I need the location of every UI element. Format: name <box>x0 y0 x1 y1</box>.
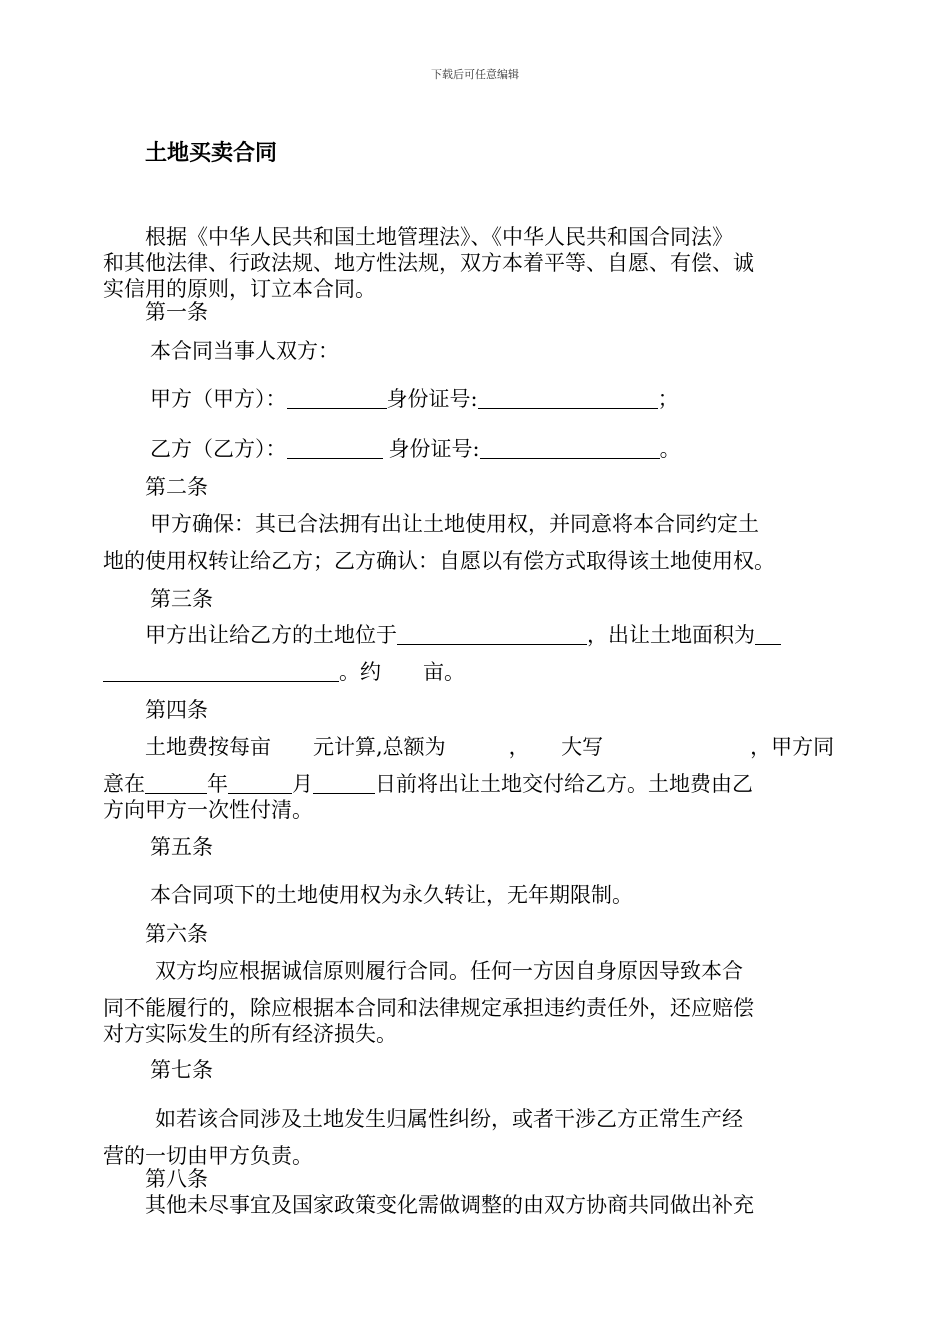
party-b-label: 乙方（乙方）： <box>150 437 287 461</box>
party-b-end: 。 <box>659 437 681 461</box>
article-5-heading: 第五条 <box>150 835 213 859</box>
page-header: 下载后可任意编辑 <box>431 68 519 81</box>
article-4-line-2 <box>103 771 753 797</box>
article-7-line-1: 如若该合同涉及土地发生归属性纠纷，或者干涉乙方正常生产经 <box>155 1107 743 1131</box>
article-1-heading: 第一条 <box>145 300 208 324</box>
article-4-heading: 第四条 <box>145 698 208 722</box>
party-b-id-field[interactable] <box>480 438 660 459</box>
preamble-line-2: 和其他法律、行政法规、地方性法规，双方本着平等、自愿、有偿、诚 <box>103 251 754 275</box>
article-7-line-2: 营的一切由甲方负责。 <box>103 1144 313 1168</box>
preamble-line-1: 根据《中华人民共和国土地管理法》、《中华人民共和国合同法》 <box>145 225 733 249</box>
month-label: 月 <box>292 772 313 796</box>
article-6-heading: 第六条 <box>145 922 208 946</box>
party-b-line <box>150 436 681 462</box>
article-3-heading: 第三条 <box>150 587 213 611</box>
article-8-line: 其他未尽事宜及国家政策变化需做调整的由双方协商共同做出补充 <box>145 1193 754 1217</box>
article-2-line-2: 地的使用权转让给乙方；乙方确认：自愿以有偿方式取得该土地使用权。 <box>103 549 775 573</box>
preamble-line-3: 实信用的原则，订立本合同。 <box>103 277 376 301</box>
delivery-year-field[interactable] <box>145 773 207 794</box>
party-b-name-field[interactable] <box>287 438 383 459</box>
land-location-label: 甲方出让给乙方的土地位于 <box>145 623 397 647</box>
land-area-field-start[interactable] <box>755 624 781 645</box>
party-a-id-field[interactable] <box>478 388 658 409</box>
party-a-id-label: 身份证号: <box>386 387 478 411</box>
delivery-date-suffix: 日前将出让土地交付给乙方。土地费由乙 <box>375 772 753 796</box>
article-6-line-1: 双方均应根据诚信原则履行合同。任何一方因自身原因导致本合 <box>155 959 743 983</box>
delivery-day-field[interactable] <box>313 773 375 794</box>
article-8-heading: 第八条 <box>145 1167 208 1191</box>
land-location-field[interactable] <box>397 624 587 645</box>
party-b-id-label: 身份证号: <box>388 437 480 461</box>
article-7-heading: 第七条 <box>150 1058 213 1082</box>
land-area-field[interactable] <box>103 661 339 682</box>
delivery-month-field[interactable] <box>228 773 292 794</box>
article-5-line: 本合同项下的土地使用权为永久转让，无年期限制。 <box>150 883 633 907</box>
delivery-date-prefix: 意在 <box>103 772 145 796</box>
party-a-name-field[interactable] <box>287 388 387 409</box>
article-4-line-1: 土地费按每亩 元计算,总额为 ， 大写 ，甲方同 <box>145 735 835 759</box>
article-3-line-2 <box>103 659 465 685</box>
article-6-line-3: 对方实际发生的所有经济损失。 <box>103 1022 397 1046</box>
year-label: 年 <box>207 772 228 796</box>
article-6-line-2: 同不能履行的，除应根据本合同和法律规定承担违约责任外，还应赔偿 <box>103 996 754 1020</box>
article-3-line-1 <box>145 622 781 648</box>
party-a-label: 甲方（甲方）： <box>150 387 287 411</box>
article-1-intro: 本合同当事人双方： <box>150 339 339 363</box>
land-area-unit: 。约 亩。 <box>339 660 465 684</box>
article-4-line-3: 方向甲方一次性付清。 <box>103 798 313 822</box>
page-title: 土地买卖合同 <box>145 141 278 166</box>
land-area-label: ，出让土地面积为 <box>587 623 755 647</box>
article-2-heading: 第二条 <box>145 475 208 499</box>
article-2-line-1: 甲方确保：其已合法拥有出让土地使用权，并同意将本合同约定土 <box>150 512 759 536</box>
party-a-line <box>150 386 679 412</box>
party-a-end: ； <box>657 387 679 411</box>
